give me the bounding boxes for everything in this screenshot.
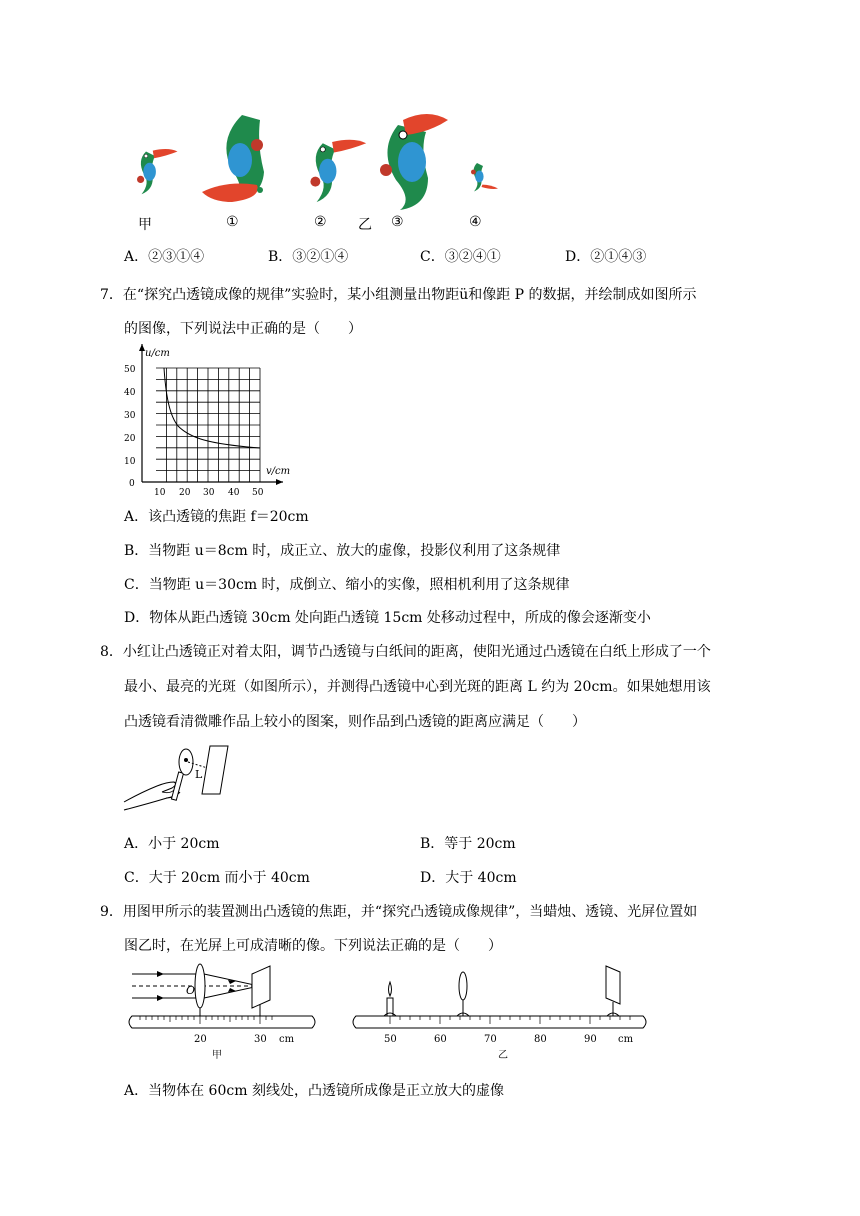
y-tick: 50 [124,365,136,375]
y-tick: 40 [124,388,136,398]
x-tick: 10 [154,488,166,498]
y-tick: 10 [124,457,136,467]
x-tick: 20 [179,488,191,498]
q7-stem-line2: 的图像，下列说法中正确的是（ ） [124,321,362,337]
q8-stem-line1: 8．小红让凸透镜正对着太阳，调节凸透镜与白纸间的距离，使阳光通过凸透镜在白纸上形成了一个 [100,644,711,660]
x-tick: 30 [203,488,215,498]
ruler-unit: cm [618,1034,634,1045]
distance-label-l: L [195,768,203,781]
ruler-tick-label: 20 [194,1034,207,1045]
q8-figure [122,742,252,818]
q6-option-b: B．③②①④ [268,249,349,265]
q9-stem-line2: 图乙时，在光屏上可成清晰的像。下列说法正确的是（ ） [124,938,502,954]
q7-option-a: A．该凸透镜的焦距 f＝20cm [124,509,309,525]
y-axis-label: u/cm [145,348,170,359]
y-tick: 30 [124,411,136,421]
toucan-4 [471,163,498,192]
q6-option-d: D．②①④③ [565,249,647,265]
toucan-jia [137,149,178,194]
q6-label-jia: 甲 [138,217,152,233]
x-tick: 50 [252,488,264,498]
x-tick: 40 [228,488,240,498]
q8-option-b: B．等于 20cm [420,836,516,852]
x-axis-label: v/cm [266,466,291,477]
q7-option-c: C．当物距 u＝30cm 时，成倒立、缩小的实像，照相机利用了这条规律 [124,577,570,593]
optical-center-label: O [186,984,196,997]
toucan-1 [202,115,264,202]
q7-graph [118,338,298,502]
q8-option-d: D．大于 40cm [420,870,517,886]
q6-label-4: ④ [469,214,482,230]
q8-stem-line2: 最小、最亮的光斑（如图所示），并测得凸透镜中心到光斑的距离 L 约为 20cm。如果她想用该 [124,679,711,695]
ruler-tick-label: 30 [254,1034,267,1045]
ruler-tick-label: 50 [384,1034,397,1045]
ruler-tick-label: 60 [434,1034,447,1045]
q6-option-c: C．③②④① [420,249,501,265]
q8-option-a: A．小于 20cm [124,836,220,852]
ruler-tick-label: 70 [484,1034,497,1045]
ruler-tick-label: 90 [584,1034,597,1045]
q7-stem-line1: 7．在“探究凸透镜成像的规律”实验时，某小组测量出物距ü和像距 P 的数据，并绘制成如图所示 [100,287,697,303]
q6-option-a: A．②③①④ [124,249,205,265]
q7-option-b: B．当物距 u＝8cm 时，成正立、放大的虚像，投影仪利用了这条规律 [124,543,561,559]
q7-option-d: D．物体从距凸透镜 30cm 处向距凸透镜 15cm 处移动过程中，所成的像会逐渐变小 [124,610,651,626]
toucan-2 [310,140,366,202]
ruler-tick-label: 80 [534,1034,547,1045]
ruler-unit: cm [279,1034,295,1045]
y-tick: 20 [124,434,136,444]
q9-figure-yi [348,962,658,1066]
figure-caption-jia: 甲 [212,1050,222,1061]
toucan-3 [380,114,448,210]
q6-label-2: ② [314,214,327,230]
q8-option-c: C．大于 20cm 而小于 40cm [124,870,310,886]
q9-figure-jia [124,962,324,1066]
q9-option-a: A．当物体在 60cm 刻线处，凸透镜所成像是正立放大的虚像 [124,1083,504,1099]
q8-stem-line3: 凸透镜看清微雕作品上较小的图案，则作品到凸透镜的距离应满足（ ） [124,714,586,730]
q6-label-yi: 乙 [358,217,372,233]
q6-label-3: ③ [391,214,404,230]
figure-caption-yi: 乙 [498,1050,508,1061]
y-tick: 0 [129,479,135,489]
q9-stem-line1: 9．用图甲所示的装置测出凸透镜的焦距，并“探究凸透镜成像规律”，当蜡烛、透镜、光屏位置如 [100,904,698,920]
q6-label-1: ① [226,214,239,230]
